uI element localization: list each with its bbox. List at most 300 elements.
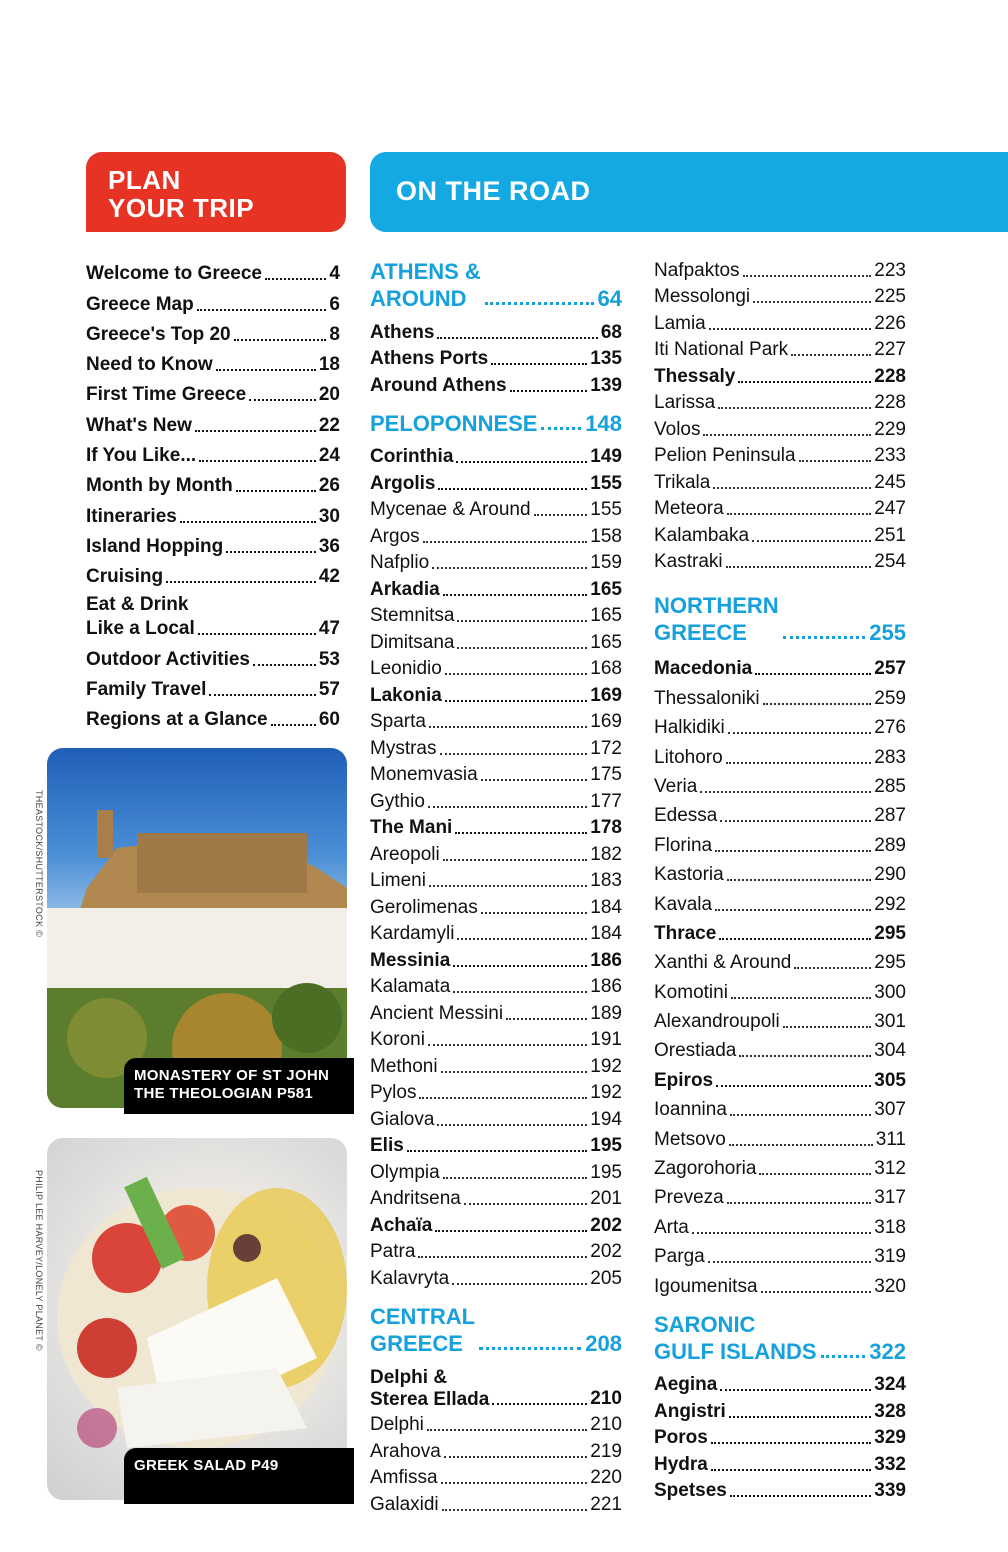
dot-leader [197,309,327,311]
toc-entry-label: Lamia [654,312,706,334]
toc-entry-page: 192 [590,1082,622,1103]
toc-entry-page: 307 [874,1099,906,1121]
toc-entry [654,770,906,799]
toc-entry [654,917,906,946]
toc-entry-page: 53 [318,648,340,670]
dot-leader [432,567,587,569]
toc-entry [654,946,906,975]
toc-entry-label: Aegina [654,1374,718,1396]
dot-leader [761,1291,872,1293]
toc-entry-page: 202 [590,1241,622,1262]
toc-entry [654,887,906,916]
toc-entry-page: 254 [874,551,906,572]
toc-entry-page: 186 [590,949,622,971]
toc-entry [654,1477,906,1504]
toc-entry [370,655,622,682]
toc-entry-page: 184 [590,923,622,944]
dot-leader [727,879,872,881]
toc-entry-label: Thrace [654,922,717,944]
toc-entry [654,1240,906,1269]
dot-leader [783,1026,872,1028]
section-heading-label: SARONIC GULF ISLANDS [654,1311,817,1364]
toc-entry-label: Mycenae & Around [370,499,531,520]
toc-entry [370,1411,622,1438]
toc-entry [370,549,622,576]
section-heading-page: 255 [869,620,906,645]
dot-leader [727,513,872,515]
toc-entry-label: Sparta [370,711,426,732]
toc-entry-page: 6 [329,293,340,315]
toc-entry-label: Regions at a Glance [86,709,268,731]
on-the-road-title: ON THE ROAD [396,176,591,206]
toc-entry-page: 312 [874,1158,906,1180]
toc-entry [370,1464,622,1491]
toc-entry [654,389,906,416]
toc-entry-page: 210 [590,1387,622,1409]
toc-entry [86,529,340,559]
toc-entry-label: Arahova [370,1440,441,1462]
toc-entry-label: Nafplio [370,552,430,573]
toc-entry-page: 219 [590,1440,622,1462]
section-heading-label: CENTRAL GREECE [370,1303,476,1356]
toc-entry-label: If You Like... [86,445,197,467]
dot-leader [752,540,871,542]
toc-entry [654,442,906,469]
on-the-road-column-1 [370,256,622,1517]
section-heading-page: 208 [585,1330,622,1356]
toc-entry [370,1185,622,1212]
toc-entry-label: Macedonia [654,658,753,680]
toc-entry-label: Athens [370,321,435,343]
greek-salad-photo [47,1138,347,1500]
toc-entry-label: Around Athens [370,374,507,396]
dot-leader [510,390,588,392]
toc-entry-label: Parga [654,1246,705,1268]
toc-entry-label: Thessaly [654,365,736,387]
dot-leader [428,806,587,808]
dot-leader [719,938,871,940]
toc-entry-page: 169 [590,711,622,732]
toc-entry-page: 186 [590,976,622,997]
toc-entry [370,681,622,708]
toc-entry-page: 247 [874,498,906,519]
dot-leader [216,369,316,371]
section-heading [654,592,906,646]
toc-entry-page: 155 [590,499,622,520]
toc-entry [86,256,340,286]
toc-entry [370,708,622,735]
section-heading-label: ATHENS & AROUND [370,259,481,311]
toc-entry-page: 317 [874,1187,906,1209]
toc-entry-label: Olympia [370,1161,440,1183]
toc-entry [370,973,622,1000]
toc-entry-label: Argolis [370,472,436,494]
toc-entry-label: Gialova [370,1108,435,1130]
toc-entry [370,1158,622,1185]
on-the-road-column-2 [654,256,906,1503]
toc-entry-label: Delphi [370,1414,424,1435]
toc-entry-label: Mystras [370,737,437,759]
toc-entry-label: Messinia [370,949,451,971]
dot-leader [418,1256,587,1258]
toc-entry-page: 220 [590,1467,622,1488]
toc-entry-label: Florina [654,834,713,856]
toc-entry-label: Limeni [370,870,426,891]
toc-entry-label: Arta [654,1216,689,1238]
toc-entry [370,1132,622,1159]
toc-entry [654,1397,906,1424]
toc-entry [370,318,622,345]
toc-entry [654,362,906,389]
toc-entry-label: Larissa [654,392,716,413]
toc-entry-label: Eat & Drink Like a Local [86,594,195,640]
dot-leader [249,399,316,401]
toc-entry-page: 229 [874,418,906,440]
dot-leader [541,427,581,430]
toc-entry-page: 155 [590,472,622,494]
toc-entry-page: 305 [874,1069,906,1091]
toc-entry-page: 319 [874,1246,906,1268]
toc-entry-page: 36 [318,535,340,557]
dot-leader [195,430,316,432]
toc-entry-label: Kalambaka [654,524,750,546]
dot-leader [728,732,872,734]
toc-entry [370,761,622,788]
toc-entry-label: Litohoro [654,746,723,768]
toc-entry [654,799,906,828]
toc-entry [370,628,622,655]
toc-entry-page: 192 [590,1055,622,1077]
dot-leader [457,938,587,940]
dot-leader [783,636,866,639]
dot-leader [437,1124,587,1126]
dot-leader [442,1509,588,1511]
toc-entry-page: 149 [590,446,622,467]
toc-entry-page: 205 [590,1267,622,1289]
toc-entry [370,1238,622,1265]
dot-leader [709,328,872,330]
dot-leader [715,850,871,852]
toc-entry [654,681,906,710]
toc-entry-page: 165 [590,631,622,653]
toc-entry-page: 135 [590,348,622,369]
toc-entry-page: 159 [590,552,622,573]
toc-entry-label: Igoumenitsa [654,1275,758,1297]
toc-entry [370,893,622,920]
toc-entry [86,407,340,437]
toc-entry-label: Dimitsana [370,631,455,653]
toc-entry [654,740,906,769]
toc-entry-label: Koroni [370,1029,425,1050]
monastery-photo-credit: THEASTOCK/SHUTTERSTOCK © [34,790,44,938]
dot-leader [713,487,871,489]
toc-entry-page: 175 [590,764,622,785]
toc-entry-page: 182 [590,843,622,865]
dot-leader [720,820,871,822]
toc-entry [370,999,622,1026]
toc-entry [370,734,622,761]
dot-leader [464,1203,587,1205]
dot-leader [506,1018,587,1020]
dot-leader [428,1044,587,1046]
dot-leader [407,1150,587,1152]
toc-entry [86,468,340,498]
toc-entry-label: Komotini [654,981,728,1003]
toc-entry-label: Achaïa [370,1214,433,1236]
toc-entry-label: Island Hopping [86,535,224,557]
dot-leader [716,1085,871,1087]
toc-entry-page: 202 [590,1214,622,1236]
toc-entry-page: 42 [318,566,340,588]
dot-leader [429,885,587,887]
toc-entry [370,1363,622,1411]
dot-leader [692,1232,871,1234]
dot-leader [440,753,588,755]
on-the-road-header [370,152,1008,232]
toc-entry-label: Elis [370,1135,404,1156]
toc-entry [370,345,622,372]
toc-entry [654,1269,906,1298]
toc-entry [86,347,340,377]
toc-entry [654,711,906,740]
toc-entry [370,814,622,841]
dot-leader [443,594,588,596]
toc-entry [654,858,906,887]
dot-leader [791,354,871,356]
toc-entry-label: Corinthia [370,446,454,467]
toc-entry-page: 283 [874,746,906,768]
dot-leader [445,673,587,675]
toc-entry-page: 68 [600,321,622,343]
toc-entry-page: 18 [318,354,340,376]
dot-leader [271,724,316,726]
dot-leader [457,620,587,622]
toc-entry-page: 57 [318,678,340,700]
dot-leader [708,1261,872,1263]
toc-entry [86,317,340,347]
toc-entry [654,1371,906,1398]
toc-entry-page: 304 [874,1040,906,1062]
toc-entry-label: Orestiada [654,1040,737,1062]
toc-entry-page: 245 [874,471,906,493]
toc-entry [654,1181,906,1210]
dot-leader [429,726,587,728]
toc-entry-page: 60 [318,709,340,731]
section-heading-label: NORTHERN GREECE [654,593,779,645]
toc-entry-page: 225 [874,286,906,307]
toc-entry-label: Need to Know [86,354,213,376]
toc-entry [654,1424,906,1451]
toc-entry [654,548,906,575]
toc-entry [370,443,622,470]
toc-entry [654,1450,906,1477]
toc-entry-label: Trikala [654,471,711,493]
toc-entry [654,652,906,681]
toc-entry [654,495,906,522]
toc-entry-page: 311 [875,1128,906,1150]
dot-leader [453,965,587,967]
toc-entry [86,641,340,671]
plan-your-trip-header [86,152,346,232]
toc-entry-page: 226 [874,312,906,334]
section-heading [370,1303,622,1357]
dot-leader [443,859,588,861]
toc-entry-label: Iti National Park [654,339,789,360]
toc-entry-page: 251 [874,524,906,546]
toc-entry-label: Veria [654,775,698,797]
toc-entry-page: 210 [590,1414,622,1435]
toc-entry-page: 183 [590,870,622,891]
toc-entry [370,867,622,894]
plan-your-trip-title: PLAN YOUR TRIP [108,165,255,223]
toc-entry-label: Gerolimenas [370,896,478,918]
toc-entry [654,521,906,548]
dot-leader [715,909,871,911]
toc-entry-page: 168 [590,658,622,679]
toc-entry-label: Alexandroupoli [654,1011,780,1033]
dot-leader [180,521,316,523]
dot-leader [443,1177,588,1179]
dot-leader [731,997,871,999]
toc-entry [370,496,622,523]
toc-entry [654,309,906,336]
toc-entry-label: Amfissa [370,1467,438,1488]
toc-entry-page: 158 [590,525,622,547]
toc-entry-page: 290 [874,864,906,886]
dot-leader [441,1071,588,1073]
toc-entry-label: Kalamata [370,976,451,997]
toc-entry-label: Thessaloniki [654,687,760,709]
toc-entry-label: The Mani [370,817,453,838]
toc-entry-page: 332 [874,1453,906,1475]
dot-leader [265,278,326,280]
dot-leader [452,1283,587,1285]
dot-leader [481,779,588,781]
toc-entry [654,1034,906,1063]
toc-entry-page: 8 [329,323,340,345]
toc-entry-page: 276 [874,717,906,739]
toc-entry [654,1063,906,1092]
toc-entry-page: 47 [318,618,340,640]
toc-entry-label: Cruising [86,566,164,588]
toc-entry [654,828,906,857]
toc-entry-label: Pylos [370,1082,417,1103]
toc-entry-label: Argos [370,525,420,547]
toc-entry-label: Xanthi & Around [654,952,792,974]
toc-entry-label: Zagorohoria [654,1158,757,1180]
toc-entry [654,1152,906,1181]
toc-entry [370,1211,622,1238]
dot-leader [441,1482,588,1484]
toc-entry [370,946,622,973]
section-heading [654,1311,906,1365]
toc-entry [654,415,906,442]
toc-entry [370,1079,622,1106]
toc-entry-page: 227 [874,339,906,360]
toc-entry [654,1122,906,1151]
toc-entry-page: 292 [874,893,906,915]
toc-entry-page: 4 [329,263,340,285]
toc-entry [370,469,622,496]
toc-entry [654,468,906,495]
plan-your-trip-list [86,256,340,732]
toc-entry-page: 195 [590,1161,622,1183]
toc-entry-label: Arkadia [370,578,440,600]
dot-leader [453,991,587,993]
toc-entry-label: Messolongi [654,286,751,307]
toc-entry-label: First Time Greece [86,384,247,406]
toc-entry-page: 285 [874,775,906,797]
toc-entry-page: 184 [590,896,622,918]
toc-entry-label: Athens Ports [370,348,489,369]
toc-entry-page: 201 [590,1188,622,1209]
dot-leader [821,1355,866,1358]
toc-entry-label: Month by Month [86,475,233,497]
toc-entry-page: 318 [874,1216,906,1238]
toc-entry-page: 324 [874,1374,906,1396]
toc-entry [370,371,622,398]
toc-entry-label: Monemvasia [370,764,478,785]
toc-entry [86,672,340,702]
toc-entry-label: Volos [654,418,701,440]
toc-entry-label: Pelion Peninsula [654,445,796,466]
dot-leader [730,1114,871,1116]
toc-entry-label: Ioannina [654,1099,727,1121]
dot-leader [720,1389,871,1391]
toc-entry-page: 289 [874,834,906,856]
toc-entry [86,589,340,641]
toc-entry [86,498,340,528]
toc-entry-page: 228 [874,365,906,387]
toc-entry [370,1437,622,1464]
toc-entry-label: Spetses [654,1480,727,1502]
toc-entry [654,256,906,283]
toc-entry [654,1005,906,1034]
section-heading-page: 322 [869,1338,906,1364]
greek-salad-illustration [47,1138,347,1500]
toc-entry-label: Delphi & Sterea Ellada [370,1366,490,1410]
monastery-caption: MONASTERY OF ST JOHN THE THEOLOGIAN P581 [124,1058,354,1114]
toc-entry-label: Outdoor Activities [86,648,250,670]
toc-entry-label: Gythio [370,790,425,812]
toc-entry-label: Kastoria [654,864,724,886]
dot-leader [485,302,594,305]
toc-entry [370,787,622,814]
section-heading-page: 64 [597,286,622,311]
toc-entry-page: 259 [874,687,906,709]
toc-entry-label: Greece's Top 20 [86,323,231,345]
toc-entry [370,1052,622,1079]
toc-entry-page: 165 [590,578,622,600]
toc-entry-page: 169 [590,684,622,706]
dot-leader [730,1495,871,1497]
dot-leader [703,434,871,436]
toc-entry-label: Welcome to Greece [86,263,263,285]
toc-entry-label: Patra [370,1241,416,1262]
toc-entry [370,522,622,549]
greek-salad-caption: GREEK SALAD P49 [124,1448,354,1504]
toc-entry-label: Angistri [654,1400,726,1422]
dot-leader [444,1456,588,1458]
dot-leader [727,1202,872,1204]
dot-leader [435,1230,587,1232]
dot-leader [455,832,587,834]
toc-entry-label: Poros [654,1427,708,1449]
toc-entry-label: Andritsena [370,1188,461,1209]
dot-leader [209,694,315,696]
dot-leader [481,912,588,914]
toc-entry-page: 172 [590,737,622,759]
